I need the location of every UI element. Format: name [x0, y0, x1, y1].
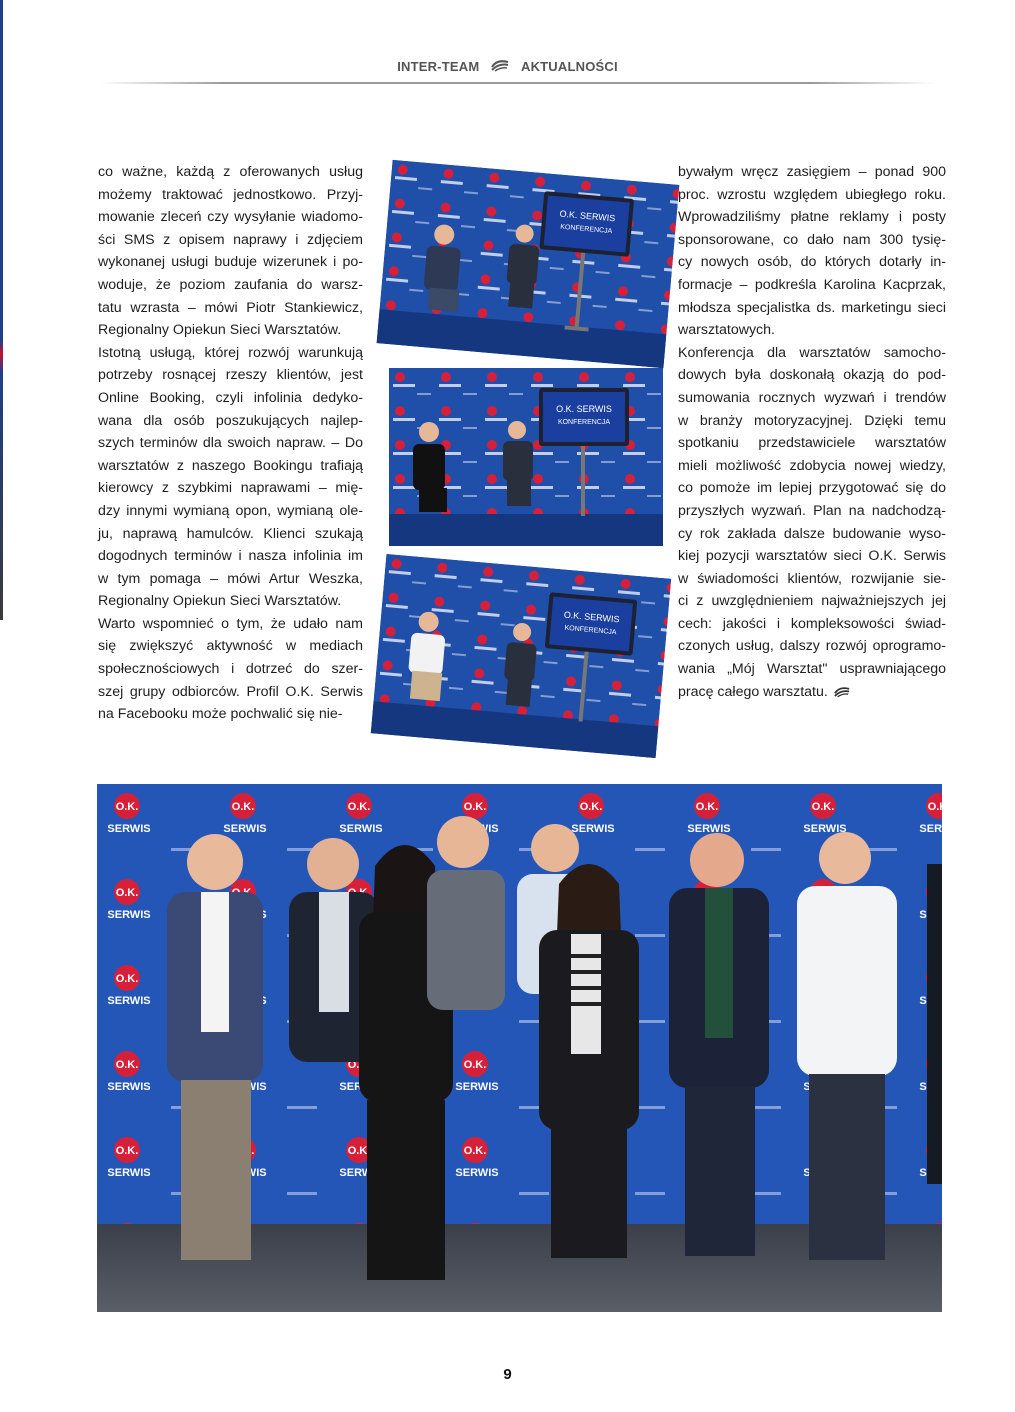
- text-line: na Facebooku może pochwalić się nie-: [98, 706, 343, 723]
- text-line: Regionalny Opiekun Sieci Warsztatów.: [98, 322, 342, 339]
- text-line: Istotną usługą, której rozwój warunkują: [98, 344, 363, 361]
- text-line: szych terminów dla swoich napraw. – Do: [98, 435, 363, 452]
- text-line: społecznościowych i dotrzeć do szer-: [98, 661, 363, 678]
- running-header: [0, 58, 1015, 78]
- text-line: kierowcy z szybkimi naprawami – mię-: [98, 480, 363, 497]
- text-line: warsztatowych.: [678, 322, 775, 339]
- group-photo-conference-team: [97, 784, 942, 1312]
- text-line: mieli możliwość zdobycia nowej wiedzy,: [678, 457, 946, 474]
- text-line: dowych była doskonałą okazją do pod-: [678, 367, 946, 384]
- text-line: woduje, że poziom zaufania do warsz-: [98, 276, 363, 293]
- text-line: proc. wzrostu względem ubiegłego roku.: [678, 186, 946, 203]
- text-line: wana dla osób poszukujących najlep-: [98, 412, 363, 429]
- text-line: co ważne, każdą z oferowanych usług: [98, 164, 363, 180]
- text-line: Warto wspomnieć o tym, że udało nam: [98, 615, 363, 632]
- text-line: mowanie zleceń czy wysyłanie wiadomo-: [98, 209, 363, 226]
- text-line: przyszłych wyzwań. Plan na nadchodzą-: [678, 502, 946, 519]
- text-line: pracę całego warsztatu.: [678, 681, 946, 704]
- screen-title: O.K. SERWIS: [563, 609, 620, 625]
- text-line: cech: jakości i kompleksowości świad-: [678, 615, 946, 632]
- text-line: czonych usług, dalszy rozwój oprogramo-: [678, 638, 946, 655]
- text-line: bywałym wręcz zasięgiem – ponad 900: [678, 164, 946, 180]
- text-line: Konferencja dla warsztatów samocho-: [678, 344, 946, 361]
- text-line: cy nowych osób, do których dotarły in-: [678, 254, 946, 271]
- screen-title: O.K. SERWIS: [556, 404, 612, 414]
- article-column-right: [678, 161, 946, 703]
- text-line: co pomoże im lepiej przygotować się do: [678, 480, 946, 497]
- screen-subtitle: KONFERENCJA: [557, 419, 611, 426]
- text-line: Wprowadziliśmy płatne reklamy i posty: [678, 209, 946, 226]
- article-column-left: [98, 161, 363, 726]
- panel-photo-woman-and-man: [389, 368, 663, 546]
- text-line: w tym pomaga – mówi Artur Weszka,: [98, 570, 363, 587]
- text-line: ści SMS z opisem naprawy i zdjęciem: [98, 231, 363, 248]
- text-line: warsztatów z naszego Bookingu trafiają: [98, 457, 363, 474]
- text-line: Regionalny Opiekun Sieci Warsztatów.: [98, 593, 342, 610]
- panel-photo-two-men: [377, 160, 680, 368]
- panel-photo-white-shirt-man: [371, 554, 672, 758]
- article-end-swirl-icon: [834, 683, 850, 706]
- header-section-label: INTER-TEAM: [397, 59, 480, 75]
- header-category-label: AKTUALNOŚCI: [520, 59, 618, 75]
- text-line: dogodnych terminów i nasza infolinia im: [98, 548, 363, 565]
- text-line: wania „Mój Warsztat" usprawniającego: [678, 661, 946, 678]
- screen-subtitle: KONFERENCJA: [559, 223, 613, 236]
- screen-subtitle: KONFERENCJA: [564, 624, 617, 637]
- text-line: w świadomości klientów, rozwijanie sie-: [678, 570, 946, 587]
- text-line: tatu wzrasta – mówi Piotr Stankiewicz,: [98, 299, 363, 316]
- text-line: formacje – podkreśla Karolina Kacprzak,: [678, 276, 946, 293]
- text-line: się zwiększyć aktywność w mediach: [98, 638, 363, 655]
- header-rule: [100, 82, 935, 84]
- text-line: szej grupy odbiorców. Profil O.K. Serwis: [98, 683, 363, 700]
- text-line: wykonanej usługi buduje wizerunek i po-: [98, 254, 363, 271]
- text-line: sumowania rocznych wyzwań i trendów: [678, 389, 946, 406]
- screen-title: O.K. SERWIS: [559, 208, 616, 224]
- text-line: w branży motoryzacyjnej. Dzięki temu: [678, 412, 946, 429]
- text-line: młodsza specjalistka ds. marketingu sieci: [678, 299, 946, 316]
- text-line: sponsorowane, co dało nam 300 tysię-: [678, 231, 946, 248]
- text-line: dzy innymi wymianą opon, wymianą ole-: [98, 502, 363, 519]
- text-line: potrzeby rosnącej rzeszy klientów, jest: [98, 367, 363, 384]
- page-edge-strip: [0, 0, 3, 620]
- text-line: ci z uwzględnieniem najważniejszych jej: [678, 593, 946, 610]
- inter-team-swirl-icon: [491, 58, 509, 75]
- text-line: spotkaniu przedstawiciele warsztatów: [678, 435, 946, 452]
- text-line: możemy traktować jednostkowo. Przyj-: [98, 186, 363, 203]
- text-line: Online Booking, czyli infolinia dedyko-: [98, 389, 363, 406]
- text-line: ju, naprawą hamulców. Klienci szukają: [98, 525, 363, 542]
- text-line: kiej pozycji warsztatów sieci O.K. Serwis: [678, 548, 946, 565]
- text-line: cy rok zakłada dalsze budowanie wyso-: [678, 525, 946, 542]
- page-number: 9: [503, 1366, 512, 1383]
